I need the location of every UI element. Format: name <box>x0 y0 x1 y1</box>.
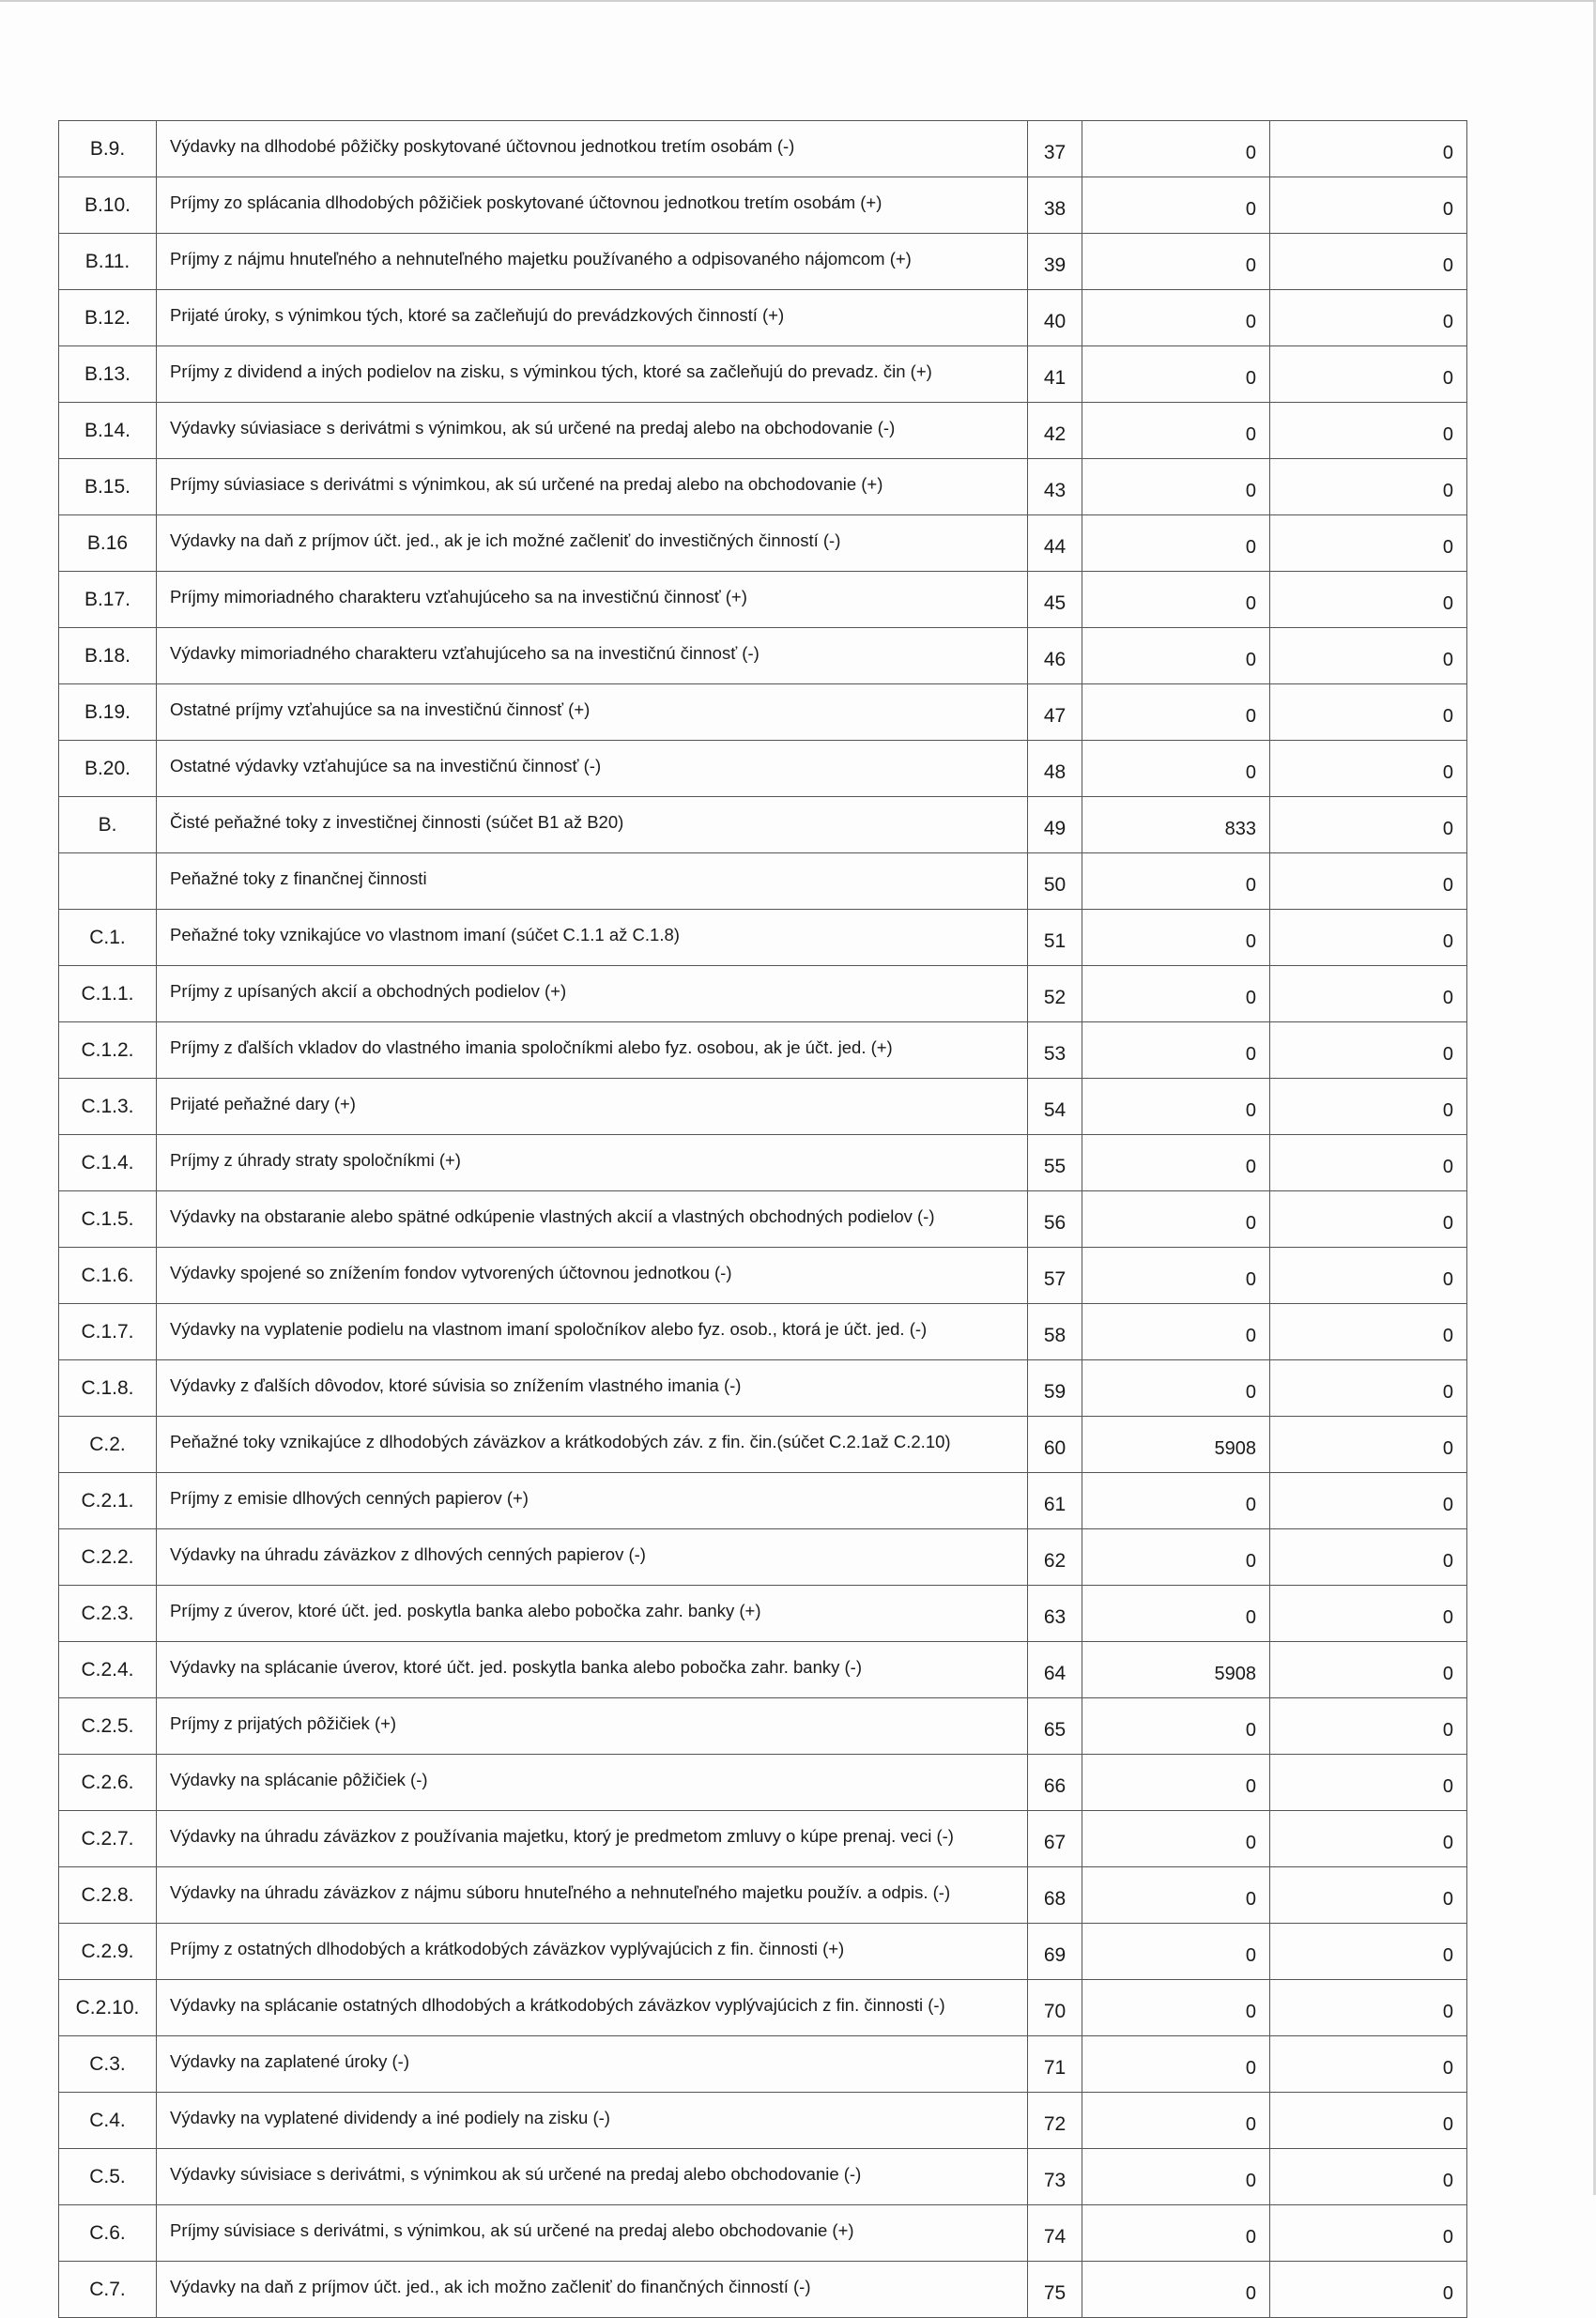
row-code: C.5. <box>59 2149 157 2205</box>
row-current-period-value: 0 <box>1082 1191 1270 1248</box>
row-code: C.2. <box>59 1417 157 1473</box>
row-description: Príjmy z prijatých pôžičiek (+) <box>157 1698 1028 1755</box>
row-previous-period-value: 0 <box>1270 1191 1467 1248</box>
table-row <box>59 2036 1467 2093</box>
table-row <box>59 1755 1467 1811</box>
row-previous-period-value: 0 <box>1270 1642 1467 1698</box>
table-row <box>59 1022 1467 1079</box>
row-description: Príjmy súviasiace s derivátmi s výnimkou, ak sú určené na predaj alebo na obchodovanie (+) <box>157 459 1028 515</box>
row-previous-period-value: 0 <box>1270 2262 1467 2318</box>
row-previous-period-value: 0 <box>1270 684 1467 741</box>
row-code: C.2.10. <box>59 1980 157 2036</box>
table-row <box>59 853 1467 910</box>
row-previous-period-value: 0 <box>1270 1079 1467 1135</box>
row-line-number: 56 <box>1028 1191 1082 1248</box>
row-previous-period-value: 0 <box>1270 741 1467 797</box>
row-current-period-value: 0 <box>1082 290 1270 346</box>
row-line-number: 67 <box>1028 1811 1082 1867</box>
row-line-number: 66 <box>1028 1755 1082 1811</box>
table-row <box>59 1867 1467 1924</box>
row-code: C.2.3. <box>59 1586 157 1642</box>
row-previous-period-value: 0 <box>1270 2093 1467 2149</box>
row-code: C.6. <box>59 2205 157 2262</box>
row-description: Výdavky na vyplatenie podielu na vlastnom imaní spoločníkov alebo fyz. osob., ktorá je účt. jed. (-) <box>157 1304 1028 1360</box>
row-previous-period-value: 0 <box>1270 459 1467 515</box>
table-row <box>59 1304 1467 1360</box>
row-description: Príjmy z nájmu hnuteľného a nehnuteľného majetku používaného a odpisovaného nájomcom (+) <box>157 234 1028 290</box>
row-current-period-value: 0 <box>1082 741 1270 797</box>
row-line-number: 37 <box>1028 121 1082 177</box>
row-description: Príjmy z úhrady straty spoločníkmi (+) <box>157 1135 1028 1191</box>
row-description: Výdavky na vyplatené dividendy a iné podiely na zisku (-) <box>157 2093 1028 2149</box>
row-description: Príjmy z úverov, ktoré účt. jed. poskytla banka alebo pobočka zahr. banky (+) <box>157 1586 1028 1642</box>
row-description: Príjmy mimoriadného charakteru vzťahujúceho sa na investičnú činnosť (+) <box>157 572 1028 628</box>
table-row <box>59 1135 1467 1191</box>
row-description: Výdavky na úhradu záväzkov z používania majetku, ktorý je predmetom zmluvy o kúpe prenaj. veci (-) <box>157 1811 1028 1867</box>
table-row <box>59 177 1467 234</box>
table-row <box>59 1191 1467 1248</box>
row-current-period-value: 0 <box>1082 1022 1270 1079</box>
row-line-number: 70 <box>1028 1980 1082 2036</box>
row-current-period-value: 0 <box>1082 628 1270 684</box>
row-code: C.3. <box>59 2036 157 2093</box>
row-current-period-value: 0 <box>1082 2093 1270 2149</box>
row-previous-period-value: 0 <box>1270 1135 1467 1191</box>
row-line-number: 38 <box>1028 177 1082 234</box>
row-line-number: 64 <box>1028 1642 1082 1698</box>
row-code: C.1. <box>59 910 157 966</box>
row-description: Peňažné toky vznikajúce vo vlastnom imaní (súčet C.1.1 až C.1.8) <box>157 910 1028 966</box>
row-current-period-value: 0 <box>1082 1135 1270 1191</box>
row-previous-period-value: 0 <box>1270 1417 1467 1473</box>
row-line-number: 60 <box>1028 1417 1082 1473</box>
row-current-period-value: 5908 <box>1082 1417 1270 1473</box>
cash-flow-sheet <box>58 120 1466 2318</box>
row-description: Peňažné toky z finančnej činnosti <box>157 853 1028 910</box>
row-current-period-value: 0 <box>1082 1867 1270 1924</box>
row-description: Prijaté úroky, s výnimkou tých, ktoré sa začleňujú do prevádzkových činností (+) <box>157 290 1028 346</box>
row-current-period-value: 0 <box>1082 572 1270 628</box>
row-description: Výdavky na daň z príjmov účt. jed., ak je ich možné začleniť do investičných činností (-) <box>157 515 1028 572</box>
row-code: B.18. <box>59 628 157 684</box>
row-description: Príjmy z ďalších vkladov do vlastného imania spoločníkmi alebo fyz. osobou, ak je účt. jed. (+) <box>157 1022 1028 1079</box>
row-previous-period-value: 0 <box>1270 1867 1467 1924</box>
row-line-number: 53 <box>1028 1022 1082 1079</box>
table-row <box>59 628 1467 684</box>
table-row <box>59 1360 1467 1417</box>
row-previous-period-value: 0 <box>1270 1586 1467 1642</box>
row-description: Výdavky na daň z príjmov účt. jed., ak ich možno začleniť do finančných činností (-) <box>157 2262 1028 2318</box>
row-line-number: 52 <box>1028 966 1082 1022</box>
row-line-number: 39 <box>1028 234 1082 290</box>
row-current-period-value: 5908 <box>1082 1642 1270 1698</box>
row-line-number: 68 <box>1028 1867 1082 1924</box>
row-previous-period-value: 0 <box>1270 515 1467 572</box>
table-row <box>59 515 1467 572</box>
row-line-number: 71 <box>1028 2036 1082 2093</box>
table-row <box>59 1698 1467 1755</box>
row-line-number: 49 <box>1028 797 1082 853</box>
row-line-number: 51 <box>1028 910 1082 966</box>
row-code: C.7. <box>59 2262 157 2318</box>
row-code: B.15. <box>59 459 157 515</box>
row-description: Príjmy z ostatných dlhodobých a krátkodobých záväzkov vyplývajúcich z fin. činnosti (+) <box>157 1924 1028 1980</box>
table-row <box>59 121 1467 177</box>
row-code: C.4. <box>59 2093 157 2149</box>
table-row <box>59 572 1467 628</box>
table-row <box>59 684 1467 741</box>
table-row <box>59 403 1467 459</box>
row-line-number: 72 <box>1028 2093 1082 2149</box>
row-description: Výdavky na zaplatené úroky (-) <box>157 2036 1028 2093</box>
row-code: B.19. <box>59 684 157 741</box>
row-code: C.2.8. <box>59 1867 157 1924</box>
row-current-period-value: 0 <box>1082 1924 1270 1980</box>
row-current-period-value: 0 <box>1082 515 1270 572</box>
row-current-period-value: 0 <box>1082 234 1270 290</box>
row-line-number: 48 <box>1028 741 1082 797</box>
row-previous-period-value: 0 <box>1270 1698 1467 1755</box>
table-row <box>59 346 1467 403</box>
table-row <box>59 1529 1467 1586</box>
table-row <box>59 2205 1467 2262</box>
row-previous-period-value: 0 <box>1270 1473 1467 1529</box>
row-current-period-value: 833 <box>1082 797 1270 853</box>
row-code: C.1.1. <box>59 966 157 1022</box>
row-current-period-value: 0 <box>1082 1079 1270 1135</box>
row-previous-period-value: 0 <box>1270 290 1467 346</box>
cash-flow-table <box>58 120 1467 2318</box>
row-current-period-value: 0 <box>1082 121 1270 177</box>
row-code: B.9. <box>59 121 157 177</box>
row-code: C.2.6. <box>59 1755 157 1811</box>
row-code: B.11. <box>59 234 157 290</box>
row-line-number: 55 <box>1028 1135 1082 1191</box>
row-previous-period-value: 0 <box>1270 1924 1467 1980</box>
row-description: Výdavky na obstaranie alebo spätné odkúpenie vlastných akcií a vlastných obchodných podielov (-) <box>157 1191 1028 1248</box>
row-code: B.14. <box>59 403 157 459</box>
row-current-period-value: 0 <box>1082 177 1270 234</box>
row-line-number: 65 <box>1028 1698 1082 1755</box>
table-row <box>59 2093 1467 2149</box>
table-row <box>59 1586 1467 1642</box>
table-row <box>59 1417 1467 1473</box>
row-previous-period-value: 0 <box>1270 1811 1467 1867</box>
row-line-number: 50 <box>1028 853 1082 910</box>
row-current-period-value: 0 <box>1082 2262 1270 2318</box>
row-description: Výdavky na úhradu záväzkov z dlhových cenných papierov (-) <box>157 1529 1028 1586</box>
table-row <box>59 1248 1467 1304</box>
row-description: Výdavky mimoriadného charakteru vzťahujúceho sa na investičnú činnosť (-) <box>157 628 1028 684</box>
table-row <box>59 1473 1467 1529</box>
row-current-period-value: 0 <box>1082 346 1270 403</box>
row-description: Výdavky na splácanie ostatných dlhodobých a krátkodobých záväzkov vyplývajúcich z fin. činnosti (-) <box>157 1980 1028 2036</box>
row-description: Ostatné príjmy vzťahujúce sa na investičnú činnosť (+) <box>157 684 1028 741</box>
row-code: C.1.5. <box>59 1191 157 1248</box>
row-previous-period-value: 0 <box>1270 572 1467 628</box>
table-row <box>59 1924 1467 1980</box>
row-code: C.1.3. <box>59 1079 157 1135</box>
table-row <box>59 1980 1467 2036</box>
row-previous-period-value: 0 <box>1270 966 1467 1022</box>
table-row <box>59 1079 1467 1135</box>
row-code: C.1.8. <box>59 1360 157 1417</box>
row-code: C.1.7. <box>59 1304 157 1360</box>
row-code: C.2.7. <box>59 1811 157 1867</box>
row-current-period-value: 0 <box>1082 1248 1270 1304</box>
row-previous-period-value: 0 <box>1270 2149 1467 2205</box>
row-current-period-value: 0 <box>1082 1698 1270 1755</box>
row-previous-period-value: 0 <box>1270 2205 1467 2262</box>
row-description: Príjmy zo splácania dlhodobých pôžičiek poskytované účtovnou jednotkou tretím osobám (+) <box>157 177 1028 234</box>
row-previous-period-value: 0 <box>1270 1248 1467 1304</box>
row-current-period-value: 0 <box>1082 459 1270 515</box>
row-description: Čisté peňažné toky z investičnej činnosti (súčet B1 až B20) <box>157 797 1028 853</box>
row-code: B.20. <box>59 741 157 797</box>
row-line-number: 62 <box>1028 1529 1082 1586</box>
row-line-number: 47 <box>1028 684 1082 741</box>
row-code: C.1.4. <box>59 1135 157 1191</box>
row-code: C.1.6. <box>59 1248 157 1304</box>
row-description: Výdavky na splácanie pôžičiek (-) <box>157 1755 1028 1811</box>
table-row <box>59 1811 1467 1867</box>
row-previous-period-value: 0 <box>1270 403 1467 459</box>
row-description: Výdavky z ďalších dôvodov, ktoré súvisia so znížením vlastného imania (-) <box>157 1360 1028 1417</box>
row-previous-period-value: 0 <box>1270 853 1467 910</box>
table-row <box>59 2149 1467 2205</box>
row-description: Prijaté peňažné dary (+) <box>157 1079 1028 1135</box>
row-previous-period-value: 0 <box>1270 1980 1467 2036</box>
row-current-period-value: 0 <box>1082 1529 1270 1586</box>
row-previous-period-value: 0 <box>1270 346 1467 403</box>
row-description: Výdavky súviasiace s derivátmi s výnimkou, ak sú určené na predaj alebo na obchodovanie (-) <box>157 403 1028 459</box>
row-description: Ostatné výdavky vzťahujúce sa na investičnú činnosť (-) <box>157 741 1028 797</box>
row-code: B.16 <box>59 515 157 572</box>
row-current-period-value: 0 <box>1082 403 1270 459</box>
row-current-period-value: 0 <box>1082 1360 1270 1417</box>
table-row <box>59 1642 1467 1698</box>
row-current-period-value: 0 <box>1082 966 1270 1022</box>
row-description: Výdavky na dlhodobé pôžičky poskytované účtovnou jednotkou tretím osobám (-) <box>157 121 1028 177</box>
row-line-number: 45 <box>1028 572 1082 628</box>
row-description: Výdavky na splácanie úverov, ktoré účt. jed. poskytla banka alebo pobočka zahr. banky (-) <box>157 1642 1028 1698</box>
row-line-number: 41 <box>1028 346 1082 403</box>
row-code: C.2.1. <box>59 1473 157 1529</box>
row-current-period-value: 0 <box>1082 910 1270 966</box>
row-line-number: 69 <box>1028 1924 1082 1980</box>
row-description: Výdavky na úhradu záväzkov z nájmu súboru hnuteľného a nehnuteľného majetku použív. a odpis. (-) <box>157 1867 1028 1924</box>
row-previous-period-value: 0 <box>1270 1304 1467 1360</box>
row-description: Príjmy z upísaných akcií a obchodných podielov (+) <box>157 966 1028 1022</box>
row-line-number: 59 <box>1028 1360 1082 1417</box>
row-code: C.2.9. <box>59 1924 157 1980</box>
row-previous-period-value: 0 <box>1270 628 1467 684</box>
row-current-period-value: 0 <box>1082 1304 1270 1360</box>
row-current-period-value: 0 <box>1082 1473 1270 1529</box>
row-description: Výdavky spojené so znížením fondov vytvorených účtovnou jednotkou (-) <box>157 1248 1028 1304</box>
row-code: C.1.2. <box>59 1022 157 1079</box>
row-line-number: 75 <box>1028 2262 1082 2318</box>
row-current-period-value: 0 <box>1082 1586 1270 1642</box>
row-current-period-value: 0 <box>1082 1980 1270 2036</box>
row-description: Peňažné toky vznikajúce z dlhodobých záväzkov a krátkodobých záv. z fin. čin.(súčet C.2.1až C.2.10) <box>157 1417 1028 1473</box>
row-previous-period-value: 0 <box>1270 1755 1467 1811</box>
row-current-period-value: 0 <box>1082 2205 1270 2262</box>
row-current-period-value: 0 <box>1082 853 1270 910</box>
row-previous-period-value: 0 <box>1270 1529 1467 1586</box>
row-description: Výdavky súvisiace s derivátmi, s výnimkou ak sú určené na predaj alebo obchodovanie (-) <box>157 2149 1028 2205</box>
row-current-period-value: 0 <box>1082 1811 1270 1867</box>
row-code <box>59 853 157 910</box>
row-previous-period-value: 0 <box>1270 121 1467 177</box>
row-code: C.2.2. <box>59 1529 157 1586</box>
row-previous-period-value: 0 <box>1270 177 1467 234</box>
row-code: B.13. <box>59 346 157 403</box>
table-row <box>59 910 1467 966</box>
row-description: Príjmy súvisiace s derivátmi, s výnimkou, ak sú určené na predaj alebo obchodovanie (+) <box>157 2205 1028 2262</box>
row-line-number: 40 <box>1028 290 1082 346</box>
row-line-number: 43 <box>1028 459 1082 515</box>
row-line-number: 46 <box>1028 628 1082 684</box>
row-description: Príjmy z emisie dlhových cenných papierov (+) <box>157 1473 1028 1529</box>
row-line-number: 54 <box>1028 1079 1082 1135</box>
table-row <box>59 797 1467 853</box>
table-row <box>59 2262 1467 2318</box>
table-row <box>59 966 1467 1022</box>
row-line-number: 61 <box>1028 1473 1082 1529</box>
row-previous-period-value: 0 <box>1270 910 1467 966</box>
table-row <box>59 459 1467 515</box>
table-row <box>59 741 1467 797</box>
row-line-number: 44 <box>1028 515 1082 572</box>
row-line-number: 57 <box>1028 1248 1082 1304</box>
row-code: C.2.4. <box>59 1642 157 1698</box>
row-code: B.12. <box>59 290 157 346</box>
row-code: B. <box>59 797 157 853</box>
table-row <box>59 234 1467 290</box>
row-line-number: 73 <box>1028 2149 1082 2205</box>
row-description: Príjmy z dividend a iných podielov na zisku, s výminkou tých, ktoré sa začleňujú do prevadz. čin (+) <box>157 346 1028 403</box>
row-previous-period-value: 0 <box>1270 2036 1467 2093</box>
row-line-number: 63 <box>1028 1586 1082 1642</box>
table-row <box>59 290 1467 346</box>
row-code: C.2.5. <box>59 1698 157 1755</box>
row-line-number: 74 <box>1028 2205 1082 2262</box>
row-line-number: 58 <box>1028 1304 1082 1360</box>
row-line-number: 42 <box>1028 403 1082 459</box>
row-current-period-value: 0 <box>1082 1755 1270 1811</box>
row-current-period-value: 0 <box>1082 2036 1270 2093</box>
row-previous-period-value: 0 <box>1270 797 1467 853</box>
cash-flow-table-body <box>59 121 1467 2318</box>
row-current-period-value: 0 <box>1082 2149 1270 2205</box>
row-current-period-value: 0 <box>1082 684 1270 741</box>
row-code: B.17. <box>59 572 157 628</box>
row-code: B.10. <box>59 177 157 234</box>
row-previous-period-value: 0 <box>1270 1360 1467 1417</box>
row-previous-period-value: 0 <box>1270 1022 1467 1079</box>
row-previous-period-value: 0 <box>1270 234 1467 290</box>
